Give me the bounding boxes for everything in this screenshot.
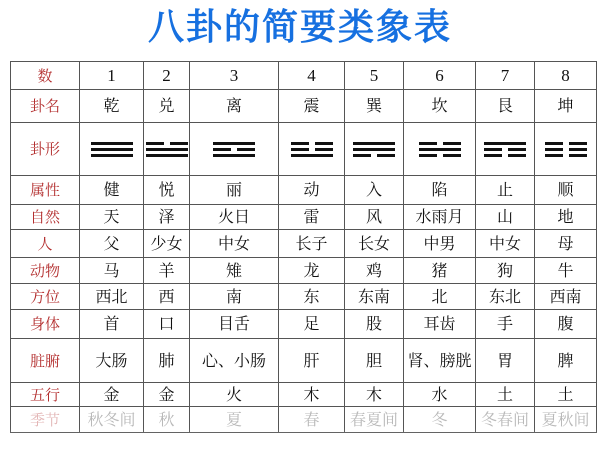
bagua-table	[10, 61, 597, 433]
table-cell: 土	[476, 383, 535, 407]
yang-line	[484, 142, 526, 145]
table-row	[11, 407, 597, 433]
yin-line	[291, 148, 333, 151]
table-cell: 中男	[404, 230, 476, 258]
table-cell: 震	[279, 90, 345, 123]
table-row	[11, 258, 597, 284]
row-label: 卦名	[11, 90, 80, 123]
yang-line	[213, 142, 255, 145]
trigram-symbol	[146, 142, 188, 157]
yang-line	[353, 148, 395, 151]
table-cell: 泽	[144, 205, 190, 230]
table-cell: 胆	[345, 339, 404, 383]
trigram-cell	[144, 123, 190, 176]
row-label: 季节	[11, 407, 80, 433]
table-cell: 风	[345, 205, 404, 230]
table-cell: 悦	[144, 176, 190, 205]
table-cell: 马	[80, 258, 144, 284]
trigram-cell	[404, 123, 476, 176]
trigram-number: 6	[404, 62, 476, 90]
table-cell: 肾、膀胱	[404, 339, 476, 383]
trigram-number: 2	[144, 62, 190, 90]
table-cell: 牛	[535, 258, 597, 284]
number-row	[11, 62, 597, 90]
yin-line	[146, 142, 188, 145]
table-cell: 心、小肠	[190, 339, 279, 383]
table-cell: 春夏间	[345, 407, 404, 433]
table-cell: 兑	[144, 90, 190, 123]
trigram-cell	[279, 123, 345, 176]
table-cell: 土	[535, 383, 597, 407]
yin-line	[353, 154, 395, 157]
row-label: 方位	[11, 284, 80, 310]
table-cell: 北	[404, 284, 476, 310]
table-cell: 东南	[345, 284, 404, 310]
row-label: 卦形	[11, 123, 80, 176]
trigram-cell	[476, 123, 535, 176]
table-cell: 入	[345, 176, 404, 205]
table-cell: 木	[279, 383, 345, 407]
yin-line	[484, 148, 526, 151]
table-row	[11, 123, 597, 176]
table-cell: 目舌	[190, 310, 279, 339]
yang-line	[419, 148, 461, 151]
table-cell: 巽	[345, 90, 404, 123]
table-cell: 冬春间	[476, 407, 535, 433]
table-cell: 中女	[476, 230, 535, 258]
table-cell: 长子	[279, 230, 345, 258]
table-cell: 胃	[476, 339, 535, 383]
table-cell: 少女	[144, 230, 190, 258]
table-cell: 龙	[279, 258, 345, 284]
table-cell: 艮	[476, 90, 535, 123]
yang-line	[91, 154, 133, 157]
table-body	[11, 62, 597, 433]
table-cell: 母	[535, 230, 597, 258]
row-label: 脏腑	[11, 339, 80, 383]
table-cell: 顺	[535, 176, 597, 205]
table-cell: 陷	[404, 176, 476, 205]
table-cell: 火	[190, 383, 279, 407]
trigram-symbol	[353, 142, 395, 157]
table-cell: 金	[80, 383, 144, 407]
yin-line	[545, 142, 587, 145]
table-cell: 耳齿	[404, 310, 476, 339]
yin-line	[419, 142, 461, 145]
table-cell: 中女	[190, 230, 279, 258]
trigram-symbol	[91, 142, 133, 157]
table-cell: 秋冬间	[80, 407, 144, 433]
table-cell: 雉	[190, 258, 279, 284]
yang-line	[91, 148, 133, 151]
trigram-symbol	[484, 142, 526, 157]
row-label: 人	[11, 230, 80, 258]
table-cell: 丽	[190, 176, 279, 205]
trigram-symbol	[213, 142, 255, 157]
row-label: 五行	[11, 383, 80, 407]
table-cell: 夏	[190, 407, 279, 433]
table-cell: 夏秋间	[535, 407, 597, 433]
table-row	[11, 310, 597, 339]
table-row	[11, 205, 597, 230]
table-cell: 西南	[535, 284, 597, 310]
table-cell: 山	[476, 205, 535, 230]
yin-line	[545, 148, 587, 151]
table-cell: 西	[144, 284, 190, 310]
table-row	[11, 230, 597, 258]
trigram-number: 4	[279, 62, 345, 90]
table-row	[11, 90, 597, 123]
trigram-symbol	[419, 142, 461, 157]
row-label: 动物	[11, 258, 80, 284]
trigram-number: 5	[345, 62, 404, 90]
table-cell: 足	[279, 310, 345, 339]
trigram-cell	[345, 123, 404, 176]
trigram-cell	[190, 123, 279, 176]
table-cell: 天	[80, 205, 144, 230]
table-cell: 父	[80, 230, 144, 258]
table-cell: 离	[190, 90, 279, 123]
table-cell: 鸡	[345, 258, 404, 284]
table-cell: 猪	[404, 258, 476, 284]
yang-line	[213, 154, 255, 157]
trigram-number: 7	[476, 62, 535, 90]
yang-line	[353, 142, 395, 145]
table-cell: 火日	[190, 205, 279, 230]
trigram-number: 3	[190, 62, 279, 90]
table-row	[11, 339, 597, 383]
yang-line	[91, 142, 133, 145]
table-cell: 肺	[144, 339, 190, 383]
table-cell: 狗	[476, 258, 535, 284]
yin-line	[213, 148, 255, 151]
table-cell: 坎	[404, 90, 476, 123]
table-cell: 东北	[476, 284, 535, 310]
yang-line	[146, 154, 188, 157]
table-cell: 南	[190, 284, 279, 310]
trigram-cell	[80, 123, 144, 176]
trigram-number: 8	[535, 62, 597, 90]
trigram-cell	[535, 123, 597, 176]
table-cell: 乾	[80, 90, 144, 123]
table-cell: 股	[345, 310, 404, 339]
table-cell: 肝	[279, 339, 345, 383]
trigram-symbol	[545, 142, 587, 157]
table-cell: 春	[279, 407, 345, 433]
trigram-number: 1	[80, 62, 144, 90]
header-label: 数	[11, 62, 80, 90]
table-row	[11, 284, 597, 310]
table-cell: 雷	[279, 205, 345, 230]
table-cell: 脾	[535, 339, 597, 383]
table-cell: 健	[80, 176, 144, 205]
page-title: 八卦的简要类象表	[147, 7, 452, 48]
table-cell: 羊	[144, 258, 190, 284]
table-cell: 木	[345, 383, 404, 407]
table-cell: 金	[144, 383, 190, 407]
trigram-symbol	[291, 142, 333, 157]
row-label: 自然	[11, 205, 80, 230]
yin-line	[484, 154, 526, 157]
yin-line	[545, 154, 587, 157]
table-cell: 地	[535, 205, 597, 230]
table-cell: 坤	[535, 90, 597, 123]
table-cell: 动	[279, 176, 345, 205]
yang-line	[146, 148, 188, 151]
table-cell: 水雨月	[404, 205, 476, 230]
table-cell: 手	[476, 310, 535, 339]
table-cell: 东	[279, 284, 345, 310]
table-cell: 秋	[144, 407, 190, 433]
table-cell: 首	[80, 310, 144, 339]
table-cell: 口	[144, 310, 190, 339]
row-label: 属性	[11, 176, 80, 205]
table-cell: 长女	[345, 230, 404, 258]
yin-line	[419, 154, 461, 157]
table-cell: 大肠	[80, 339, 144, 383]
table-cell: 止	[476, 176, 535, 205]
yang-line	[291, 154, 333, 157]
table-cell: 西北	[80, 284, 144, 310]
table-cell: 腹	[535, 310, 597, 339]
table-cell: 冬	[404, 407, 476, 433]
table-cell: 水	[404, 383, 476, 407]
table-row	[11, 176, 597, 205]
yin-line	[291, 142, 333, 145]
row-label: 身体	[11, 310, 80, 339]
table-row	[11, 383, 597, 407]
